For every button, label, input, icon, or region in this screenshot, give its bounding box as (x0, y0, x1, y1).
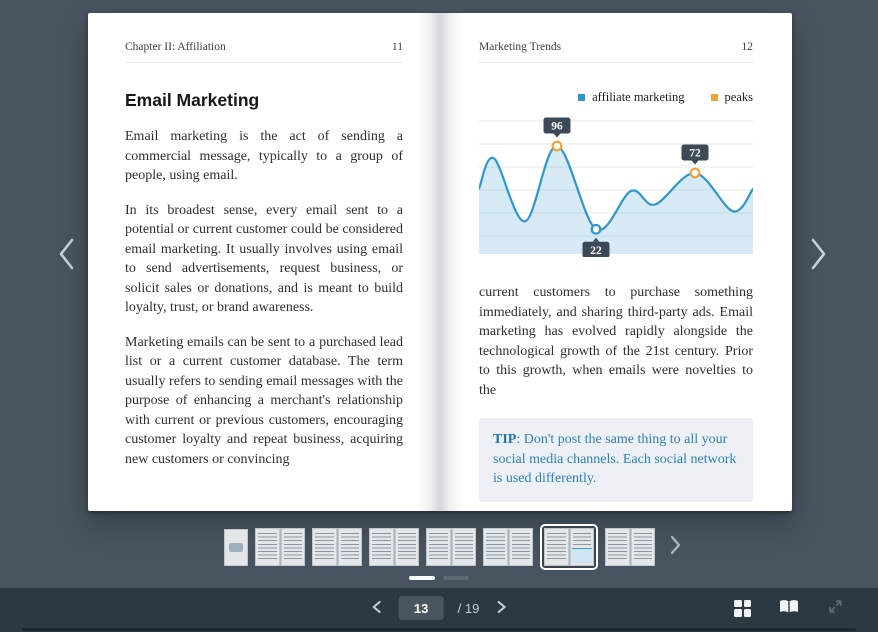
thumb-page (255, 528, 280, 566)
thumbnail[interactable] (312, 528, 362, 566)
chevron-right-icon (802, 236, 832, 272)
thumb-page (605, 528, 630, 566)
page-number-input[interactable] (399, 596, 444, 620)
trend-chart (479, 114, 753, 257)
page-total-label: / 19 (457, 600, 480, 616)
thumb-page (569, 528, 594, 566)
thumb-page-dot[interactable] (443, 576, 469, 580)
chart-container (479, 114, 753, 257)
thumb-cover-art (229, 543, 243, 552)
thumbnail-grid-view-button[interactable] (734, 600, 751, 617)
thumb-text-lines (634, 533, 652, 561)
thumb-page (426, 528, 451, 566)
thumbnail[interactable] (483, 528, 533, 566)
thumb-text-lines (512, 533, 530, 561)
thumb-text-lines (284, 533, 302, 561)
thumb-text-lines (398, 533, 416, 561)
page-left-header (125, 41, 403, 63)
chevron-left-icon (370, 599, 385, 618)
thumb-text-lines (455, 533, 473, 561)
thumb-page (451, 528, 476, 566)
tip-box (479, 418, 753, 502)
data-label-value: 72 (689, 147, 701, 160)
data-label-value: 96 (551, 120, 563, 133)
thumbnail-pager-dots (0, 576, 878, 580)
thumb-page (337, 528, 362, 566)
thumbnail-current[interactable] (540, 524, 598, 570)
legend-label: affiliate marketing (592, 90, 685, 104)
page-right-header (479, 41, 753, 63)
thumb-text-lines (429, 533, 448, 561)
section-title: Email Marketing (125, 90, 260, 110)
peak-marker-icon (553, 142, 562, 151)
peak-marker-icon (691, 169, 700, 178)
page-left (88, 13, 440, 511)
thumb-page (394, 528, 419, 566)
chapter-title: Marketing Trends (479, 41, 562, 53)
page-navigator (370, 588, 509, 628)
book-view-button[interactable] (778, 598, 800, 618)
thumbnail[interactable] (426, 528, 476, 566)
thumbnail[interactable] (224, 529, 248, 566)
thumbnail-strip (0, 522, 878, 572)
pager-previous-button[interactable] (370, 599, 385, 618)
page-number-right: 12 (741, 41, 753, 53)
thumb-text-lines (341, 533, 359, 561)
previous-page-arrow[interactable] (53, 236, 83, 272)
legend-item (578, 90, 684, 105)
legend-swatch-icon (711, 94, 718, 101)
fullscreen-button[interactable] (827, 598, 844, 618)
thumbnail[interactable] (369, 528, 419, 566)
thumb-text-lines (547, 533, 566, 561)
book-spread (88, 13, 792, 511)
thumbnail[interactable] (605, 528, 655, 566)
thumb-page (312, 528, 337, 566)
thumb-text-lines (573, 533, 591, 546)
paragraph: Marketing emails can be sent to a purchased lead list or a current customer database. The term usually refers to sending email messages with the purpose of enhancing a merchant's relationship with current or previous customers, encouraging customer loyalty and repeat business, acquiring new customers or convincing (125, 334, 403, 467)
thumb-text-lines (608, 533, 627, 561)
chevron-left-icon (53, 236, 83, 272)
open-book-icon (778, 598, 800, 618)
thumb-page (224, 529, 248, 566)
data-label-pointer (692, 161, 699, 165)
grid-icon (734, 600, 751, 617)
chevron-right-icon (493, 599, 508, 618)
expand-icon (827, 598, 844, 618)
next-page-arrow[interactable] (802, 236, 832, 272)
thumb-text-lines (486, 533, 505, 561)
thumb-page (280, 528, 305, 566)
paragraph: Email marketing is the act of sending a commercial message, typically to a group of people, using email. (125, 129, 403, 183)
thumb-page (630, 528, 655, 566)
thumbnail[interactable] (255, 528, 305, 566)
tip-label: TIP (493, 432, 517, 447)
trough-marker-icon (592, 225, 601, 234)
thumb-text-lines (315, 533, 334, 561)
thumb-text-lines (258, 533, 277, 561)
pager-next-button[interactable] (493, 599, 508, 618)
bottom-toolbar (0, 588, 878, 632)
thumb-page (508, 528, 533, 566)
thumb-page (544, 528, 569, 566)
page-right (440, 13, 792, 511)
thumb-page (369, 528, 394, 566)
tip-text: : Don't post the same thing to all your social media channels. Each social network is used differently. (493, 432, 737, 486)
thumbnail-scroll-next-button[interactable] (668, 534, 682, 559)
chapter-title: Chapter II: Affiliation (125, 41, 226, 53)
data-label-value: 22 (590, 244, 602, 257)
thumb-page-dot-active[interactable] (409, 576, 435, 580)
legend-swatch-icon (578, 94, 585, 101)
paragraph: current customers to purchase something immediately, and sharing third-party ads. Email marketing has evolved rapidly alongside the technological growth of the 21st century. Prior to this growth, when emails were novelties to the (479, 285, 753, 398)
legend-label: peaks (724, 90, 753, 104)
thumb-mini-chart (572, 548, 592, 563)
page-number-left: 11 (391, 41, 403, 53)
view-tools (734, 588, 844, 628)
legend-item (711, 90, 753, 105)
thumb-page (483, 528, 508, 566)
progress-scrubber[interactable] (22, 628, 856, 631)
chart-legend (479, 90, 753, 105)
area-fill (479, 146, 753, 254)
data-label-pointer (554, 134, 561, 138)
thumb-text-lines (372, 533, 391, 561)
chevron-right-icon (668, 544, 682, 559)
paragraph: In its broadest sense, every email sent to a potential or current customer could be considered email marketing. It usually involves using email to send advertisements, request business, or solicit sales or donations, and is meant to build loyalty, trust, or brand awareness. (125, 202, 403, 315)
